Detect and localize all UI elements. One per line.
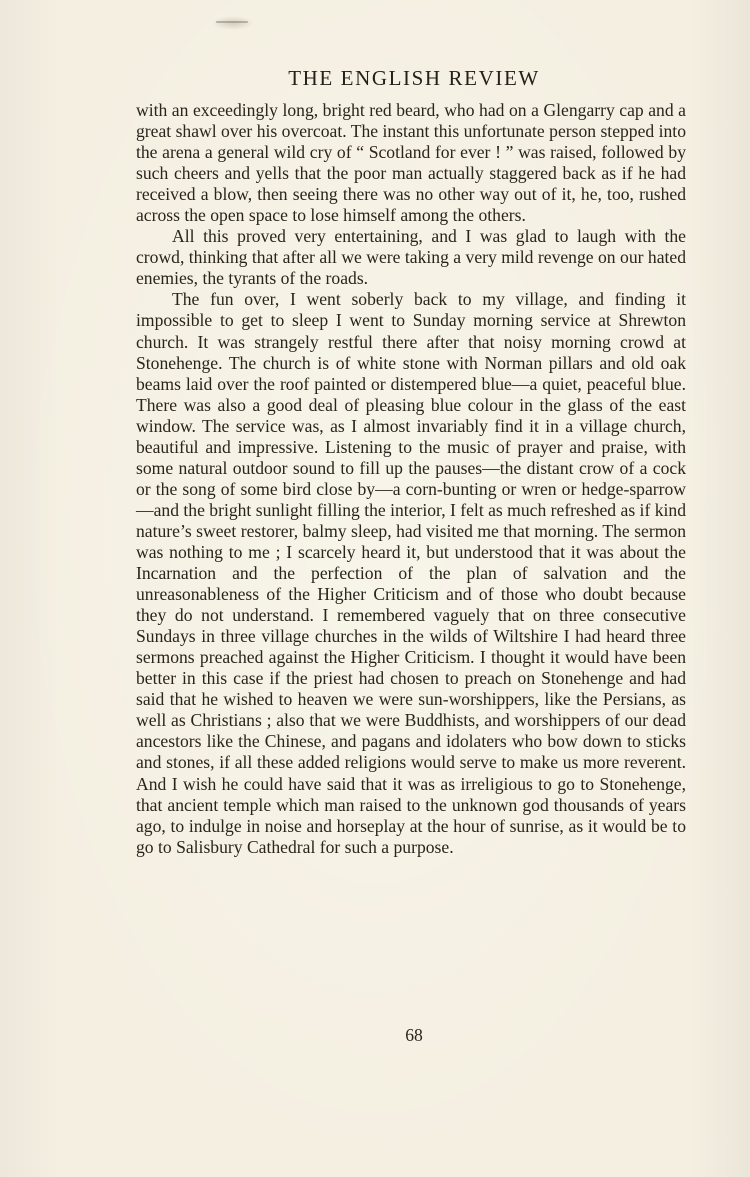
body-text (136, 100, 686, 858)
paragraph-continued: with an exceedingly long, bright red beard, who had on a Glengarry cap and a great shawl over his overcoat. The instant this unfortunate person stepped into the arena a general wild cry of “ Scotland for ever ! ” was raised, followed by such cheers and yells that the poor man actually staggered back as if he had received a blow, then seeing there was no other way out of it, he, too, rushed across the open space to lose himself among the others. (136, 100, 686, 226)
page-number: 68 (405, 1025, 423, 1045)
paragraph: All this proved very entertaining, and I was glad to laugh with the crowd, thinking that after all we were taking a very mild revenge on our hated enemies, the tyrants of the roads. (136, 226, 686, 289)
running-head: THE ENGLISH REVIEW (288, 66, 540, 90)
paragraph: The fun over, I went soberly back to my village, and finding it impossible to get to sleep I went to Sunday morning service at Shrewton church. It was strangely restful there after that noisy morning crowd at Stonehenge. The church is of white stone with Norman pillars and old oak beams laid over the roof painted or distempered blue—a quiet, peaceful blue. There was also a good deal of pleasing blue colour in the glass of the east window. The service was, as I almost invariably find it in a village church, beautiful and impressive. Listening to the music of prayer and praise, with some natural outdoor sound to fill up the pauses—the distant crow of a cock or the song of some bird close by—a corn-bunting or wren or hedge-sparrow —and the bright sunlight filling the interior, I felt as much refreshed as if kind nature’s sweet restorer, balmy sleep, had visited me that morning. The sermon was nothing to me ; I scarcely heard it, but understood that it was about the Incarnation and the perfection of the plan of salvation and the unreasonableness of the Higher Criticism and of those who doubt because they do not understand. I remembered vaguely that on three consecutive Sundays in three village churches in the wilds of Wiltshire I had heard three sermons preached against the Higher Criticism. I thought it would have been better in this case if the priest had chosen to preach on Stonehenge and had said that he wished to heaven we were sun-worshippers, like the Persians, as well as Christians ; also that we were Buddhists, and worshippers of our dead ancestors like the Chinese, and pagans and idolaters who bow down to sticks and stones, if all these added religions would serve to make us more reverent. And I wish he could have said that it was as irreligious to go to Stonehenge, that ancient temple which man raised to the unknown god thousands of years ago, to indulge in noise and horseplay at the hour of sunrise, as it would be to go to Salisbury Cathedral for such a purpose. (136, 289, 686, 857)
paper-smudge-mark (212, 16, 254, 30)
